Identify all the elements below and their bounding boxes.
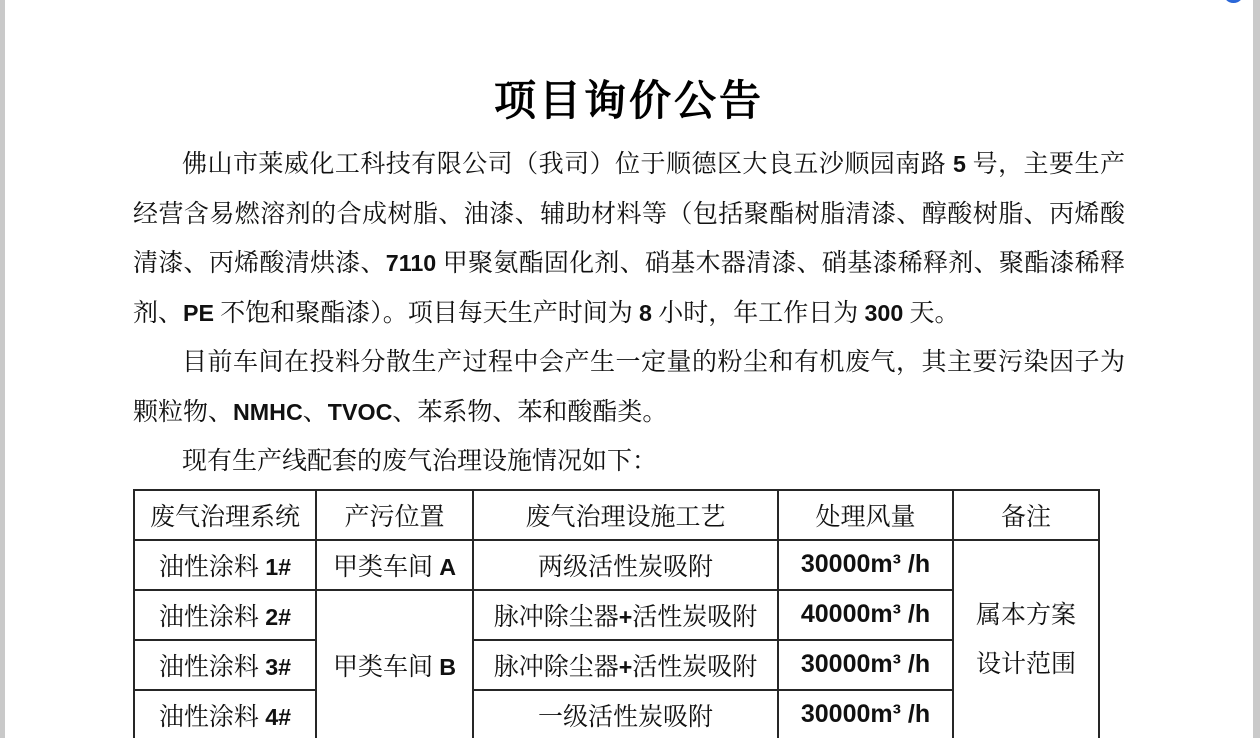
cell-system-2: 油性涂料 2# <box>134 590 316 640</box>
remark-line-1: 属本方案 <box>975 601 1076 629</box>
cell-location-a: 甲类车间 A <box>316 540 473 590</box>
col-header-remark: 备注 <box>953 490 1099 540</box>
left-gutter <box>0 0 5 738</box>
cell-remark-merged <box>953 540 1099 738</box>
remark-line-2: 设计范围 <box>975 650 1076 678</box>
table-row <box>134 540 1099 590</box>
cell-airflow-1: 30000m³ /h <box>778 540 953 590</box>
cell-system-3: 油性涂料 3# <box>134 640 316 690</box>
paragraph-pollutants: 目前车间在投料分散生产过程中会产生一定量的粉尘和有机废气，其主要污染因子为颗粒物、NMHC、TVOC、苯系物、苯和酸酯类。 <box>133 349 1125 426</box>
waste-gas-treatment-table <box>133 489 1100 738</box>
col-header-airflow: 处理风量 <box>778 490 953 540</box>
cell-system-1: 油性涂料 1# <box>134 540 316 590</box>
cell-process-1: 两级活性炭吸附 <box>473 540 778 590</box>
col-header-system: 废气治理系统 <box>134 490 316 540</box>
document-page <box>133 0 1125 738</box>
cell-process-2: 脉冲除尘器+活性炭吸附 <box>473 590 778 640</box>
cell-process-3: 脉冲除尘器+活性炭吸附 <box>473 640 778 690</box>
cell-process-4: 一级活性炭吸附 <box>473 690 778 738</box>
table-header-row <box>134 490 1099 540</box>
floating-action-button-partial[interactable] <box>1223 0 1244 3</box>
paragraph-table-lead: 现有生产线配套的废气治理设施情况如下： <box>182 448 658 475</box>
cell-airflow-3: 30000m³ /h <box>778 640 953 690</box>
col-header-process: 废气治理设施工艺 <box>473 490 778 540</box>
cell-system-4: 油性涂料 4# <box>134 690 316 738</box>
paragraph-company-intro: 佛山市莱威化工科技有限公司（我司）位于顺德区大良五沙顺园南路 5 号，主要生产经营含易燃溶剂的合成树脂、油漆、辅助材料等（包括聚酯树脂清漆、醇酸树脂、丙烯酸清漆、丙烯酸清烘漆、7110 甲聚氨酯固化剂、硝基木器清漆、硝基漆稀释剂、聚酯漆稀释剂、PE 不饱和聚酯漆）。项目每天生产时间为 8 小时，年工作日为 300 天。 <box>133 151 1125 327</box>
cell-airflow-4: 30000m³ /h <box>778 690 953 738</box>
page-title: 项目询价公告 <box>493 79 764 125</box>
cell-airflow-2: 40000m³ /h <box>778 590 953 640</box>
col-header-location: 产污位置 <box>316 490 473 540</box>
right-gutter <box>1253 0 1260 738</box>
cell-location-b-merged: 甲类车间 B <box>316 590 473 738</box>
